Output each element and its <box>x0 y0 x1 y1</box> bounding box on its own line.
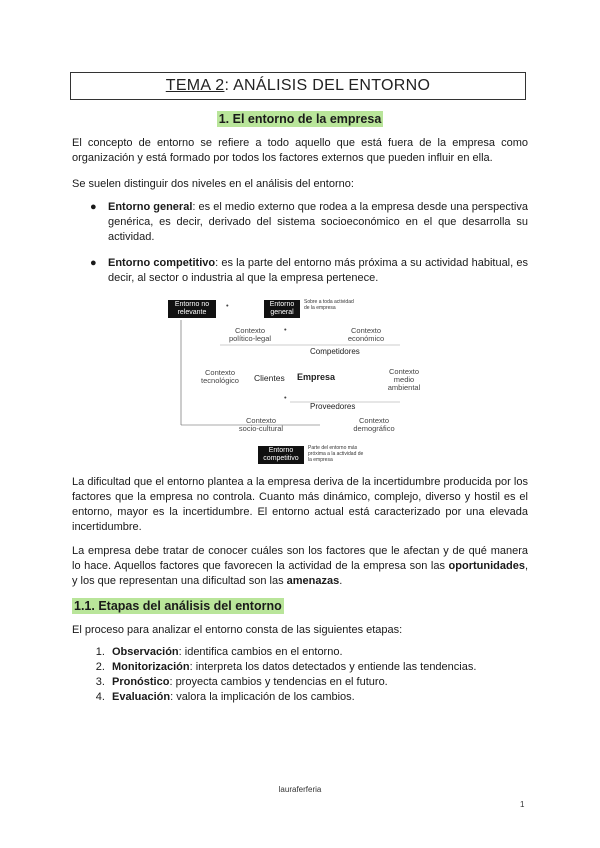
step-text: : valora la implicación de los cambios. <box>170 691 355 703</box>
proveedores-label: Proveedores <box>310 402 356 411</box>
list-item <box>108 660 548 675</box>
dot-marker: • <box>284 325 287 334</box>
list-item <box>108 675 548 690</box>
box-entorno-general: Entorno general <box>264 300 300 318</box>
paragraph-text: . <box>339 575 343 587</box>
step-text: : interpreta los datos detectados y entiende las tendencias. <box>189 661 477 673</box>
step-term: Observación <box>112 646 179 658</box>
paragraph-niveles: Se suelen distinguir dos niveles en el análisis del entorno: <box>72 178 354 190</box>
contexto-sociocultural: Contexto socio-cultural <box>238 416 284 433</box>
step-term: Pronóstico <box>112 676 170 688</box>
title-topic: TEMA 2 <box>165 77 225 94</box>
paragraph-text: , y los que representan una dificultad son las <box>72 560 528 587</box>
section-heading-1-text: 1. El entorno de la empresa <box>218 112 382 126</box>
footer-author: lauraferferia <box>278 785 322 794</box>
list-item <box>90 200 528 245</box>
entorno-general-note: Sobre a toda actividad de la empresa <box>304 299 354 311</box>
section-heading-1-1-text: 1.1. Etapas del análisis del entorno <box>74 599 282 613</box>
bullet-dot-icon: ● <box>90 201 97 213</box>
bullet-text: : es el medio externo que rodea a la empresa desde una perspectiva genérica, es decir, derivado del sistema socioeconómico en el que desarrolla su actividad. <box>108 201 528 243</box>
section-heading-1 <box>0 110 600 128</box>
section-heading-1-1 <box>72 597 284 615</box>
contexto-politico-legal: Contexto político-legal <box>228 326 272 343</box>
list-item <box>90 256 528 286</box>
competidores-label: Competidores <box>310 347 360 356</box>
page-number: 1 <box>520 800 525 809</box>
empresa-label: Empresa <box>297 372 336 382</box>
entorno-competitivo-note: Parte del entorno más próxima a la actividad de la empresa <box>308 445 364 463</box>
etapas-list <box>72 645 548 705</box>
paragraph-concepto: El concepto de entorno se refiere a todo aquello que está fuera de la empresa como organización y está formado por todos los factores externos que pueden influir en ella. <box>72 137 528 164</box>
contexto-economico: Contexto económico <box>347 326 385 343</box>
contexto-tecnologico: Contexto tecnológico <box>201 368 239 385</box>
list-item <box>108 645 548 660</box>
box-entorno-competitivo: Entorno competitivo <box>258 446 304 464</box>
contexto-medio-ambiental: Contexto medio ambiental <box>387 367 421 392</box>
term-amenazas: amenazas <box>286 575 340 587</box>
step-text: : identifica cambios en el entorno. <box>178 646 343 658</box>
box-entorno-no-relevante: Entorno no relevante <box>168 300 216 318</box>
entorno-diagram <box>160 290 450 470</box>
bullet-term: Entorno competitivo <box>108 257 216 269</box>
paragraph-dificultad: La dificultad que el entorno plantea a la empresa deriva de la incertidumbre producida por los factores que la empresa no controla. Cuanto más dinámico, complejo, diverso y hostil es el entorno, mayor es la incertidumbre. El entorno actual está caracterizado por una elevada incertidumbre. <box>72 476 528 533</box>
dot-marker: • <box>226 301 229 310</box>
list-item <box>108 690 548 705</box>
title-rest: : ANÁLISIS DEL ENTORNO <box>224 77 431 94</box>
step-text: : proyecta cambios y tendencias en el futuro. <box>169 676 388 688</box>
dot-marker: • <box>284 393 287 402</box>
page-title <box>70 72 526 100</box>
paragraph-text: La empresa debe tratar de conocer cuáles son los factores que le afectan y de qué manera lo hace. Aquellos factores que favorecen la actividad de la empresa son las <box>72 545 528 572</box>
bullet-dot-icon: ● <box>90 257 97 269</box>
bullet-text: : es la parte del entorno más próxima a su actividad habitual, es decir, al sector o industria al que la empresa pertenece. <box>108 257 528 284</box>
step-term: Evaluación <box>112 691 171 703</box>
bullet-term: Entorno general <box>108 201 193 213</box>
paragraph-proceso: El proceso para analizar el entorno consta de las siguientes etapas: <box>72 624 403 636</box>
term-oportunidades: oportunidades <box>448 560 525 572</box>
step-term: Monitorización <box>112 661 190 673</box>
contexto-demografico: Contexto demográfico <box>353 416 395 433</box>
paragraph-oportunidades <box>72 544 528 589</box>
clientes-label: Clientes <box>254 373 285 383</box>
